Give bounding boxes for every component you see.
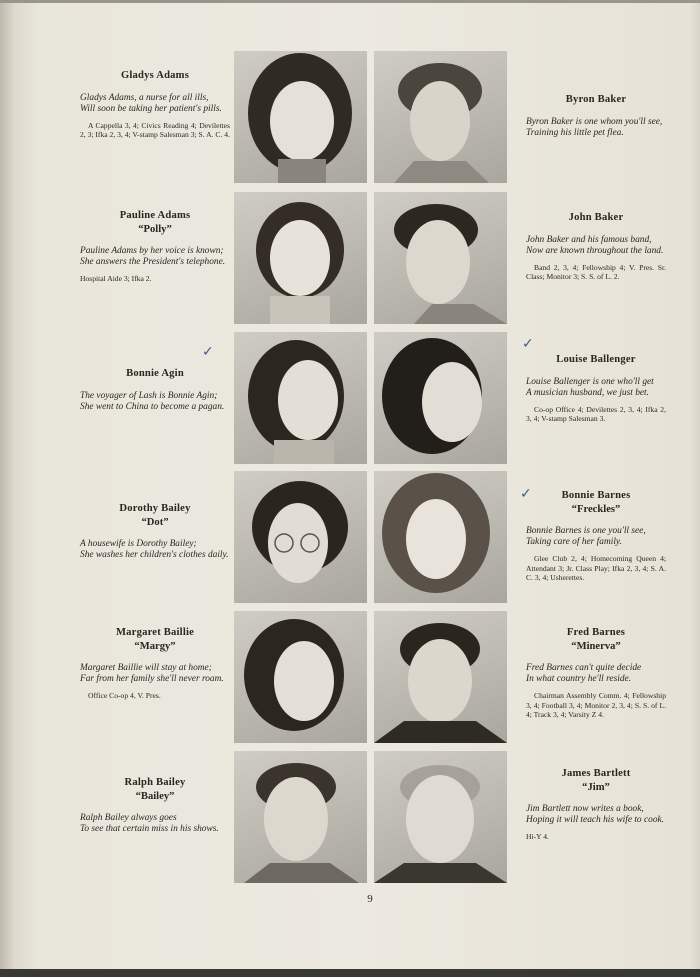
bio-gladys-adams — [80, 70, 230, 140]
poem-line: A housewife is Dorothy Bailey; — [80, 539, 197, 549]
bio-pauline-adams — [80, 210, 230, 284]
student-name: Bonnie Barnes — [561, 490, 631, 501]
page-number: 9 — [367, 893, 373, 905]
poem — [526, 804, 666, 826]
poem-line: John Baker and his famous band, — [526, 234, 652, 245]
poem — [80, 93, 230, 115]
student-nickname: “Dot” — [141, 516, 169, 528]
bio-john-baker — [526, 212, 666, 282]
poem-line: To see that certain miss in his shows. — [80, 824, 219, 835]
bio-bonnie-agin — [80, 368, 230, 413]
bottom-edge — [0, 969, 700, 977]
portrait-bonnie-barnes — [374, 471, 507, 603]
poem — [80, 246, 230, 268]
student-nickname: “Bailey” — [135, 790, 175, 802]
portrait-james-bartlett — [374, 751, 507, 883]
poem-line: Louise Ballenger is one who'll get — [526, 376, 654, 387]
student-name: Bonnie Agin — [126, 368, 184, 379]
student-nickname: “Freckles” — [571, 503, 621, 515]
poem-line: She answers the President's telephone. — [80, 257, 226, 268]
portrait-bonnie-agin — [234, 332, 367, 464]
poem — [526, 377, 666, 399]
portrait-louise-ballenger — [374, 332, 507, 464]
poem-line: Jim Bartlett now writes a book, — [526, 804, 644, 814]
activities: A Cappella 3, 4; Civics Reading 4; Devilettes 2, 3; Ifka 2, 3, 4; V-stamp Salesman 3; S. A. C. 4. — [80, 120, 230, 140]
portrait-fred-barnes — [374, 611, 507, 743]
portrait-byron-baker — [374, 51, 507, 183]
student-name: John Baker — [568, 212, 624, 223]
poem-line: Taking care of her family. — [526, 537, 622, 548]
poem — [526, 235, 666, 257]
bio-dorothy-bailey — [80, 503, 230, 561]
activities: Chairman Assembly Comm. 4; Fellowship 3, 4; Football 3, 4; Monitor 2, 3, 4; S. S. of L. 4; Track 3, 4; Varsity Z 4. — [526, 691, 666, 720]
poem-line: Margaret Baillie will stay at home; — [80, 663, 212, 673]
poem-line: A musician husband, we just bet. — [526, 387, 650, 398]
poem — [526, 117, 666, 139]
student-nickname: “Minerva” — [571, 640, 621, 652]
bio-fred-barnes — [526, 627, 666, 720]
activities: Co-op Office 4; Devilettes 2, 3, 4; Ifka 2, 3, 4; V-stamp Salesman 3. — [526, 404, 666, 424]
bio-ralph-bailey — [80, 777, 230, 835]
poem — [526, 526, 666, 548]
student-nickname: “Margy” — [134, 640, 176, 652]
bio-bonnie-barnes — [526, 490, 666, 583]
poem-line: Byron Baker is one whom you'll see, — [526, 116, 663, 127]
poem — [80, 391, 230, 413]
poem-line: Now are known throughout the land. — [526, 245, 664, 256]
page-binding-shadow — [0, 0, 14, 977]
poem — [80, 539, 230, 561]
poem-line: She washes her children's clothes daily. — [80, 550, 229, 561]
portrait-gladys-adams — [234, 51, 367, 183]
student-name: Margaret Baillie — [115, 627, 195, 638]
student-name: Louise Ballenger — [556, 354, 636, 365]
activities: Office Co-op 4, V. Pres. — [88, 691, 161, 701]
poem-line: Hoping it will teach his wife to cook. — [526, 815, 665, 826]
activities: Band 2, 3, 4; Fellowship 4; V. Pres. Sr. Class; Monitor 3; S. S. of L. 2. — [526, 262, 666, 282]
student-name: Dorothy Bailey — [119, 503, 191, 514]
poem-line: Training his little pet flea. — [526, 127, 624, 138]
checkmark-icon: ✓ — [522, 336, 534, 352]
student-nickname: “Polly” — [138, 223, 172, 235]
poem-line: In what country he'll reside. — [526, 674, 632, 685]
activities: Glee Club 2, 4; Homecoming Queen 4; Attendant 3; Jr. Class Play; Ifka 2, 3, 4; S. A. C. 3, 4; Usherettes. — [526, 554, 666, 583]
student-name: James Bartlett — [561, 768, 631, 779]
student-name: Ralph Bailey — [124, 777, 186, 788]
poem — [80, 813, 230, 835]
bio-louise-ballenger — [526, 354, 666, 424]
checkmark-icon: ✓ — [202, 344, 214, 360]
poem — [80, 663, 230, 685]
poem-line: Fred Barnes can't quite decide — [526, 663, 642, 673]
activities: Hospital Aide 3; Ifka 2. — [80, 274, 152, 284]
student-name: Pauline Adams — [119, 210, 191, 221]
portrait-dorothy-bailey — [234, 471, 367, 603]
poem-line: The voyager of Lash is Bonnie Agin; — [80, 390, 218, 401]
student-name: Fred Barnes — [566, 627, 626, 638]
student-name: Byron Baker — [565, 94, 627, 105]
poem-line: She went to China to become a pagan. — [80, 401, 225, 412]
activities: Hi-Y 4. — [526, 832, 549, 842]
bio-james-bartlett — [526, 768, 666, 842]
poem — [526, 663, 666, 685]
student-nickname: “Jim” — [582, 781, 610, 793]
bio-margaret-baillie — [80, 627, 230, 701]
checkmark-icon: ✓ — [520, 486, 532, 502]
portrait-pauline-adams — [234, 192, 367, 324]
poem-line: Bonnie Barnes is one you'll see, — [526, 526, 646, 536]
bio-byron-baker — [526, 94, 666, 139]
poem-line: Will soon be taking her patient's pills. — [80, 103, 222, 114]
poem-line: Gladys Adams, a nurse for all ills, — [80, 92, 209, 103]
portrait-john-baker — [374, 192, 507, 324]
poem-line: Ralph Bailey always goes — [80, 813, 177, 823]
portrait-margaret-baillie — [234, 611, 367, 743]
poem-line: Far from her family she'll never roam. — [80, 674, 224, 685]
portrait-ralph-bailey — [234, 751, 367, 883]
student-name: Gladys Adams — [120, 70, 190, 81]
top-edge — [0, 0, 700, 3]
poem-line: Pauline Adams by her voice is known; — [80, 246, 224, 256]
